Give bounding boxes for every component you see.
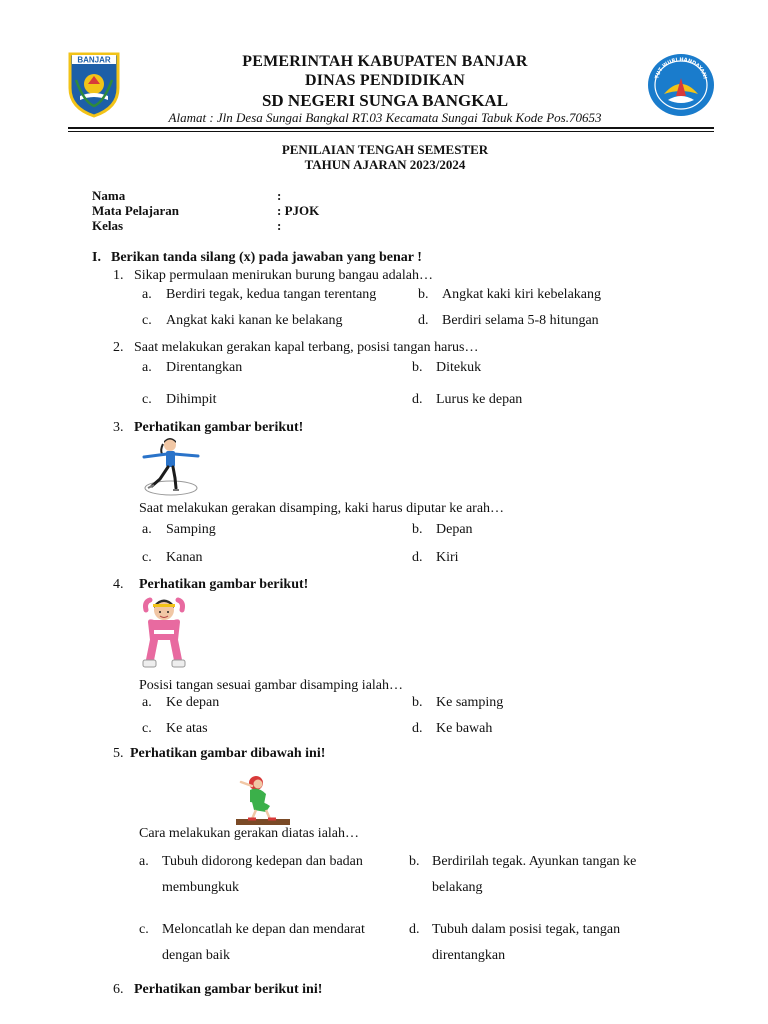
q5-stem: Cara melakukan gerakan diatas ialah…	[139, 826, 360, 841]
exam-year: TAHUN AJARAN 2023/2024	[304, 157, 466, 172]
q1-option-a-letter[interactable]: a.	[142, 287, 152, 302]
q5-option-c-line1[interactable]: Meloncatlah ke depan dan mendarat	[162, 922, 365, 937]
q5-option-a-letter[interactable]: a.	[139, 854, 149, 869]
q3-option-b[interactable]: Depan	[436, 522, 473, 537]
kelas-value: :	[277, 218, 282, 233]
q2-option-a-letter[interactable]: a.	[142, 360, 152, 375]
header-line-3: SD NEGERI SUNGA BANGKAL	[261, 91, 509, 110]
q1-option-b-letter[interactable]: b.	[418, 287, 429, 302]
q3-option-a-letter[interactable]: a.	[142, 522, 152, 537]
header-line-1: PEMERINTAH KABUPATEN BANJAR	[242, 53, 528, 70]
q5-number: 5.	[113, 746, 124, 761]
q3-option-c[interactable]: Kanan	[166, 550, 203, 565]
q4-option-b-letter[interactable]: b.	[412, 695, 423, 710]
header-line-2: DINAS PENDIDIKAN	[304, 72, 466, 89]
q2-text: Saat melakukan gerakan kapal terbang, posisi tangan harus…	[134, 340, 479, 355]
q4-option-c-letter[interactable]: c.	[142, 721, 152, 736]
q3-option-d-letter[interactable]: d.	[412, 550, 423, 565]
q4-stem: Posisi tangan sesuai gambar disamping ialah…	[139, 678, 404, 693]
q5-option-d-letter[interactable]: d.	[409, 922, 420, 937]
q1-text: Sikap permulaan menirukan burung bangau adalah…	[134, 268, 433, 283]
q2-number: 2.	[113, 340, 124, 355]
q5-option-a-line1[interactable]: Tubuh didorong kedepan dan badan	[162, 854, 363, 869]
nama-label: Nama	[92, 188, 126, 203]
q5-option-b-line1[interactable]: Berdirilah tegak. Ayunkan tangan ke	[432, 854, 637, 869]
q3-option-a[interactable]: Samping	[166, 522, 216, 537]
nama-value: :	[277, 188, 282, 203]
q2-option-a[interactable]: Direntangkan	[166, 360, 243, 375]
q4-option-d-letter[interactable]: d.	[412, 721, 423, 736]
q4-option-b[interactable]: Ke samping	[436, 695, 504, 710]
q4-option-a-letter[interactable]: a.	[142, 695, 152, 710]
q3-option-b-letter[interactable]: b.	[412, 522, 423, 537]
q5-text: Perhatikan gambar dibawah ini!	[130, 746, 326, 761]
q3-number: 3.	[113, 420, 124, 435]
q4-girl-arms-up-image	[140, 596, 188, 670]
q1-option-d[interactable]: Berdiri selama 5-8 hitungan	[442, 313, 599, 328]
q1-option-c-letter[interactable]: c.	[142, 313, 152, 328]
q5-option-d-line1[interactable]: Tubuh dalam posisi tegak, tangan	[432, 922, 621, 937]
q2-option-b[interactable]: Ditekuk	[436, 360, 482, 375]
q5-option-c-letter[interactable]: c.	[139, 922, 149, 937]
tut-wuri-logo	[646, 52, 716, 118]
q3-option-c-letter[interactable]: c.	[142, 550, 152, 565]
q3-stem: Saat melakukan gerakan disamping, kaki harus diputar ke arah…	[139, 501, 505, 516]
q2-option-b-letter[interactable]: b.	[412, 360, 423, 375]
exam-title: PENILAIAN TENGAH SEMESTER	[281, 142, 489, 157]
q2-option-c[interactable]: Dihimpit	[166, 392, 217, 407]
q5-option-d-line2[interactable]: direntangkan	[432, 948, 506, 963]
q5-option-b-letter[interactable]: b.	[409, 854, 420, 869]
mapel-label: Mata Pelajaran	[92, 203, 180, 218]
q5-option-b-line2[interactable]: belakang	[432, 880, 483, 895]
banjar-logo-text: BANJAR	[77, 55, 111, 65]
q4-number: 4.	[113, 577, 124, 592]
q6-number: 6.	[113, 982, 124, 997]
q3-text: Perhatikan gambar berikut!	[134, 420, 304, 435]
q6-text: Perhatikan gambar berikut ini!	[134, 982, 323, 997]
mapel-value: : PJOK	[277, 203, 320, 218]
q2-option-c-letter[interactable]: c.	[142, 392, 152, 407]
q4-text: Perhatikan gambar berikut!	[139, 577, 309, 592]
q4-option-c[interactable]: Ke atas	[166, 721, 208, 736]
q5-option-c-line2[interactable]: dengan baik	[162, 948, 231, 963]
q2-option-d[interactable]: Lurus ke depan	[436, 392, 523, 407]
banjar-logo	[66, 50, 122, 118]
q4-option-d[interactable]: Ke bawah	[436, 721, 493, 736]
q5-option-a-line2[interactable]: membungkuk	[162, 880, 239, 895]
q5-girl-crouch-jump-image	[236, 772, 292, 828]
section-number: I.	[92, 250, 101, 265]
q4-option-a[interactable]: Ke depan	[166, 695, 220, 710]
header-divider-thin	[68, 131, 714, 132]
q1-option-b[interactable]: Angkat kaki kiri kebelakang	[442, 287, 602, 302]
q3-figure-skater-image	[138, 436, 204, 498]
q1-option-c[interactable]: Angkat kaki kanan ke belakang	[166, 313, 343, 328]
header-address: Alamat : Jln Desa Sungai Bangkal RT.03 Kecamata Sungai Tabuk Kode Pos.70653	[168, 110, 602, 125]
q3-option-d[interactable]: Kiri	[436, 550, 459, 565]
q1-number: 1.	[113, 268, 124, 283]
section-instruction: Berikan tanda silang (x) pada jawaban yang benar !	[111, 250, 422, 265]
q2-option-d-letter[interactable]: d.	[412, 392, 423, 407]
header-divider-thick	[68, 127, 714, 129]
kelas-label: Kelas	[92, 218, 124, 233]
q1-option-d-letter[interactable]: d.	[418, 313, 429, 328]
tut-wuri-text: TUT WURI HANDAYANI	[654, 56, 708, 80]
q1-option-a[interactable]: Berdiri tegak, kedua tangan terentang	[166, 287, 377, 302]
